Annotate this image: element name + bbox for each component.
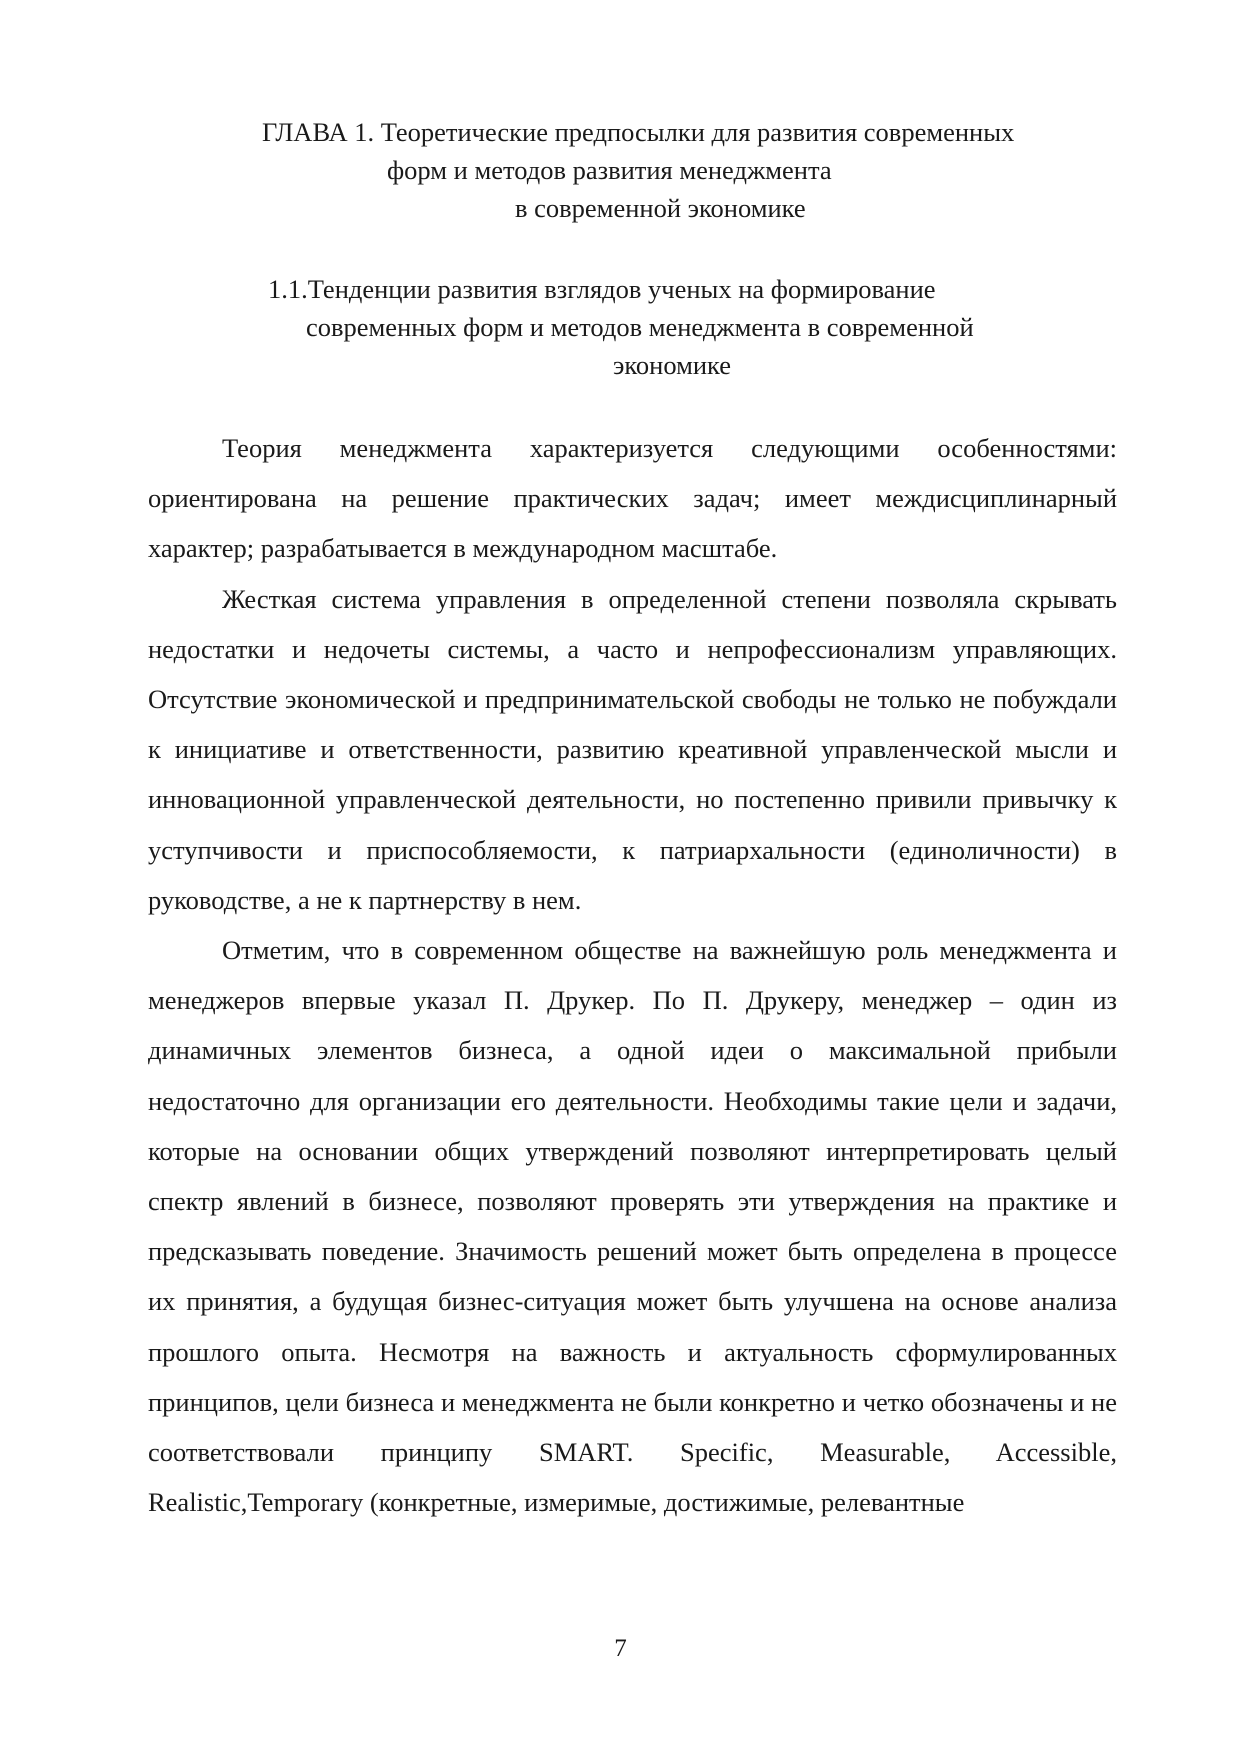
section-heading xyxy=(0,270,1241,384)
body-text xyxy=(148,423,1117,1527)
section-heading-line-1: 1.1.Тенденции развития взглядов ученых на формирование xyxy=(268,274,936,304)
section-heading-line-3: экономике xyxy=(613,350,732,380)
chapter-heading-line-1: ГЛАВА 1. Теоретические предпосылки для развития современных xyxy=(262,117,1015,147)
chapter-heading-line-2: форм и методов развития менеджмента xyxy=(387,155,832,185)
section-heading-line-2: современных форм и методов менеджмента в современной xyxy=(306,312,974,342)
chapter-heading xyxy=(0,113,1241,227)
page-number: 7 xyxy=(614,1635,627,1662)
chapter-heading-line-3: в современной экономике xyxy=(515,193,806,223)
paragraph-1: Теория менеджмента характеризуется следующими особенностями: ориентирована на решение практических задач; имеет междисциплинарный характер; разрабатывается в международном масштабе. xyxy=(148,433,1117,564)
paragraph-2: Жесткая система управления в определенной степени позволяла скрывать недостатки и недочеты системы, а часто и непрофессионализм управляющих. Отсутствие экономической и предпринимательской свободы не только не побуждали к инициативе и ответственности, развитию креативной управленческой мысли и инновационной управленческой деятельности, но постепенно привили привычку к уступчивости и приспособляемости, к патриархальности (единоличности) в руководстве, а не к партнерству в нем. xyxy=(148,583,1117,915)
paragraph-3: Отметим, что в современном обществе на важнейшую роль менеджмента и менеджеров впервые указал П. Друкер. По П. Друкеру, менеджер – один из динамичных элементов бизнеса, а одной идеи о максимальной прибыли недостаточно для организации его деятельности. Необходимы такие цели и задачи, которые на основании общих утверждений позволяют интерпретировать целый спектр явлений в бизнесе, позволяют проверять эти утверждения на практике и предсказывать поведение. Значимость решений может быть определена в процессе их принятия, а будущая бизнес-ситуация может быть улучшена на основе анализа прошлого опыта. Несмотря на важность и актуальность сформулированных принципов, цели бизнеса и менеджмента не были конкретно и четко обозначены и не соответствовали принципу SMART. Specific, Measurable, Accessible, Realistic,Temporary (конкретные, измеримые, достижимые, релевантные xyxy=(148,935,1117,1518)
